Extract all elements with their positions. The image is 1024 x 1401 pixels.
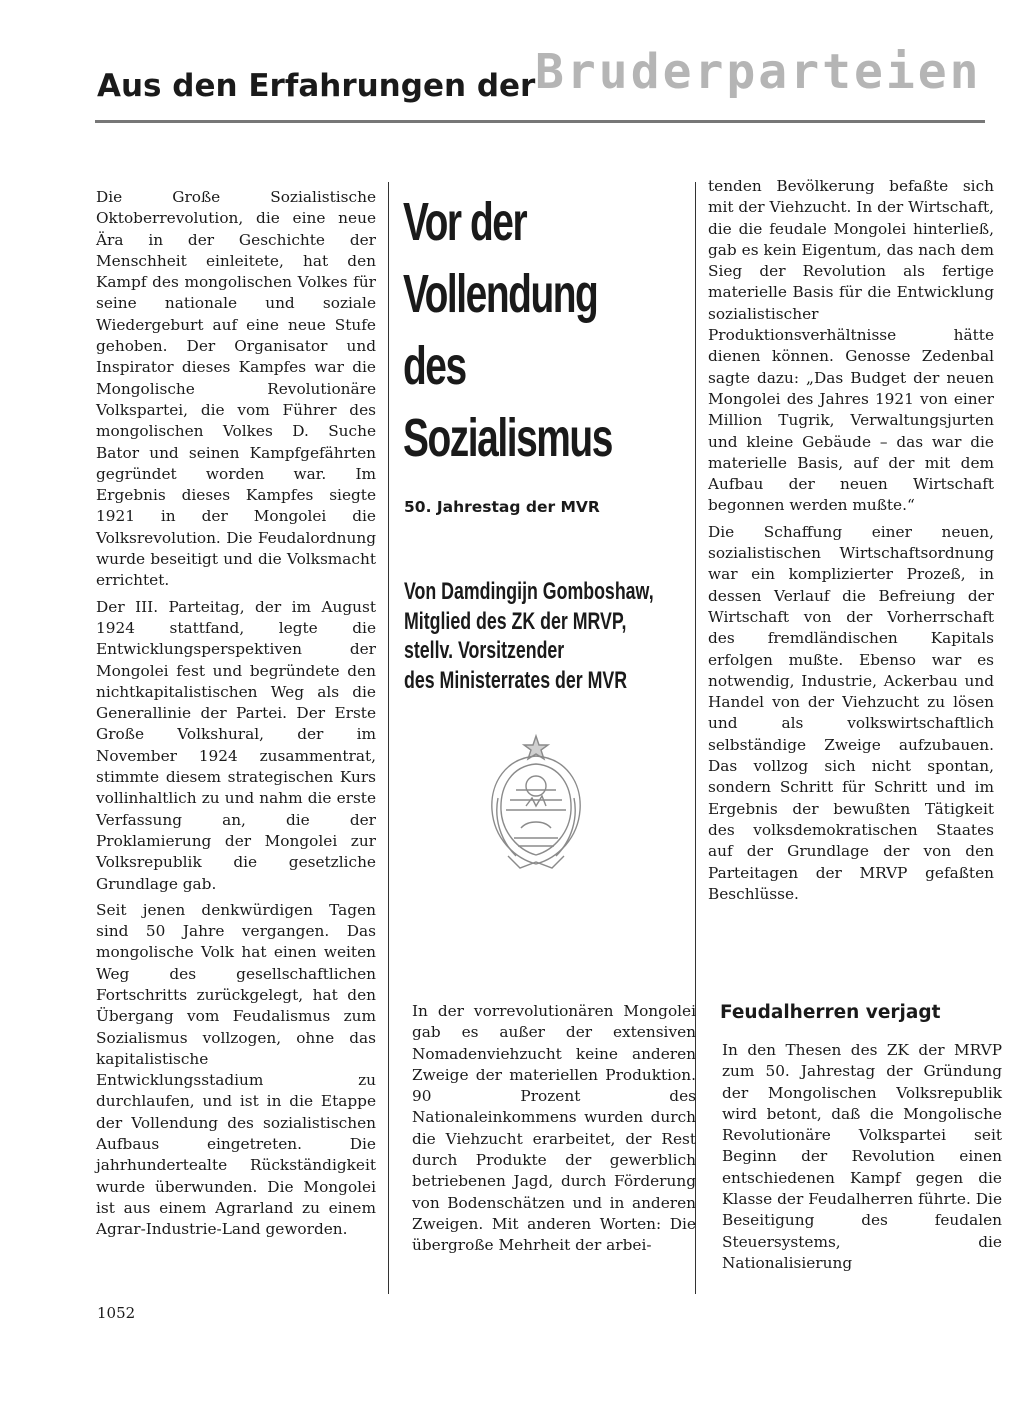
- column-2-body: [412, 1001, 696, 1257]
- title-line: des: [403, 336, 466, 396]
- author-line: stellv. Vorsitzender: [404, 637, 565, 664]
- title-line: Vollendung: [403, 264, 598, 324]
- column-divider-1: [388, 182, 389, 1294]
- col3-paragraph-2: Die Schaffung einer neuen, sozialistischen Wirtschaftsordnung war ein komplizierter Prozeß, in dessen Verlauf die Befreiung der Wirtschaft von der Vorherrschaft des fremdländischen Kapitals erfolgen mußte. Ebenso war es notwendig, Industrie, Ackerbau und Handel von der Viehzucht zu lösen und als volkswirtschaftlich selbständige Zweige aufzubauen. Das vollzog sich nicht spontan, sondern Schritt für Schritt und im Ergebnis der bewußten Tätigkeit des volksdemokratischen Staates auf der Grundlage der von den Parteitagen der MRVP gefaßten Beschlüsse.: [708, 522, 994, 903]
- author-line: Mitglied des ZK der MRVP,: [404, 607, 627, 635]
- article-subtitle: 50. Jahrestag der MVR: [404, 498, 600, 516]
- col3-paragraph-3: In den Thesen des ZK der MRVP zum 50. Jahrestag der Gründung der Mongolischen Volksrepublik wird betont, daß die Mongolische Revolutionäre Volkspartei seit Beginn der Revolution einen entschiedenen Kampf gegen die Klasse der Feudalherren führte. Die Beseitigung des feudalen Steuersystems, die Nationalisierung: [722, 1041, 1002, 1272]
- title-line: Sozialismus: [403, 408, 612, 468]
- col1-paragraph-1: Die Große Sozialistische Oktoberrevolution, die eine neue Ära in der Geschichte der Menschheit einleitete, hat den Kampf des mongolischen Volkes für seine nationale und soziale Wiedergeburt auf eine neue Stufe gehoben. Der Organisator und Inspirator dieses Kampfes war die Mongolische Revolutionäre Volkspartei, die vom Führer des mongolischen Volkes D. Suche Bator und seinen Kampfgefährten gegründet worden war. Im Ergebnis dieses Kampfes siegte 1921 in der Mongolei die Volksrevolution. Die Feudalordnung wurde beseitigt und die Volksmacht errichtet.: [96, 188, 376, 590]
- article-author: [404, 577, 654, 695]
- author-line: des Ministerrates der MVR: [404, 666, 628, 694]
- header-rule: [95, 120, 985, 123]
- section-header: [95, 44, 985, 112]
- page-number: 1052: [97, 1304, 136, 1322]
- col1-paragraph-2: Der III. Parteitag, der im August 1924 stattfand, legte die Entwicklungsperspektiven der Mongolei fest und begründete den nichtkapitalistischen Weg als die Generallinie der Partei. Der Erste Große Volkshural, der im November 1924 zusammentrat, stimmte diesem strategischen Kurs vollinhaltlich zu und nahm die erste Verfassung an, die der Proklamierung der Mongolei zur Volksrepublik die gesetzliche Grundlage gab.: [96, 597, 376, 893]
- author-line: Von Damdingijn Gomboshaw,: [404, 578, 654, 605]
- column-1: [96, 187, 376, 1241]
- col3-paragraph-1: tenden Bevölkerung befaßte sich mit der Viehzucht. In der Wirtschaft, die die feudale Mongolei hinterließ, gab es kein Eigentum, das nach dem Sieg der Revolution als fertige materielle Basis für die Entwicklung sozialistischer Produktionsverhältnisse hätte dienen können. Genosse Zedenbal sagte dazu: „Das Budget der neuen Mongolei des Jahres 1921 von einer Million Tugrik, Verwaltungsjurten und kleine Gebäude – das war die materielle Basis, auf der mit dem Aufbau der neuen Wirtschaft begonnen werden mußte.“: [708, 177, 994, 515]
- article-title: [403, 186, 612, 474]
- column-3-continued: [722, 1040, 1002, 1274]
- column-3: [708, 176, 994, 905]
- col1-paragraph-3: Seit jenen denkwürdigen Tagen sind 50 Jahre vergangen. Das mongolische Volk hat einen weiten Weg des gesellschaftlichen Fortschritts zurückgelegt, hat den Übergang vom Feudalismus zum Sozialismus vollzogen, ohne das kapitalistische Entwicklungsstadium zu durchlaufen, und ist in die Etappe der Vollendung des sozialistischen Aufbaus eingetreten. Die jahrhundertealte Rückständigkeit wurde überwunden. Die Mongolei ist aus einem Agrarland zu einem Agrar-Industrie-Land geworden.: [96, 900, 376, 1239]
- section-header-left: Aus den Erfahrungen der: [97, 68, 536, 104]
- col2-paragraph-1: In der vorrevolutionären Mongolei gab es außer der extensiven Nomadenviehzucht keine anderen Zweige der materiellen Produktion. 90 Prozent des Nationaleinkommens wurden durch die Viehzucht erarbeitet, der Rest durch Produkte der gewerblich betriebenen Jagd, durch Förderung von Bodenschätzen und in anderen Zweigen. Mit anderen Worten: Die übergroße Mehrheit der arbei-: [412, 1002, 696, 1255]
- title-line: Vor der: [403, 192, 527, 252]
- mongolian-state-emblem-icon: [476, 728, 596, 878]
- section-header-right: Bruderparteien: [535, 44, 982, 100]
- section-heading: Feudalherren verjagt: [720, 1002, 941, 1023]
